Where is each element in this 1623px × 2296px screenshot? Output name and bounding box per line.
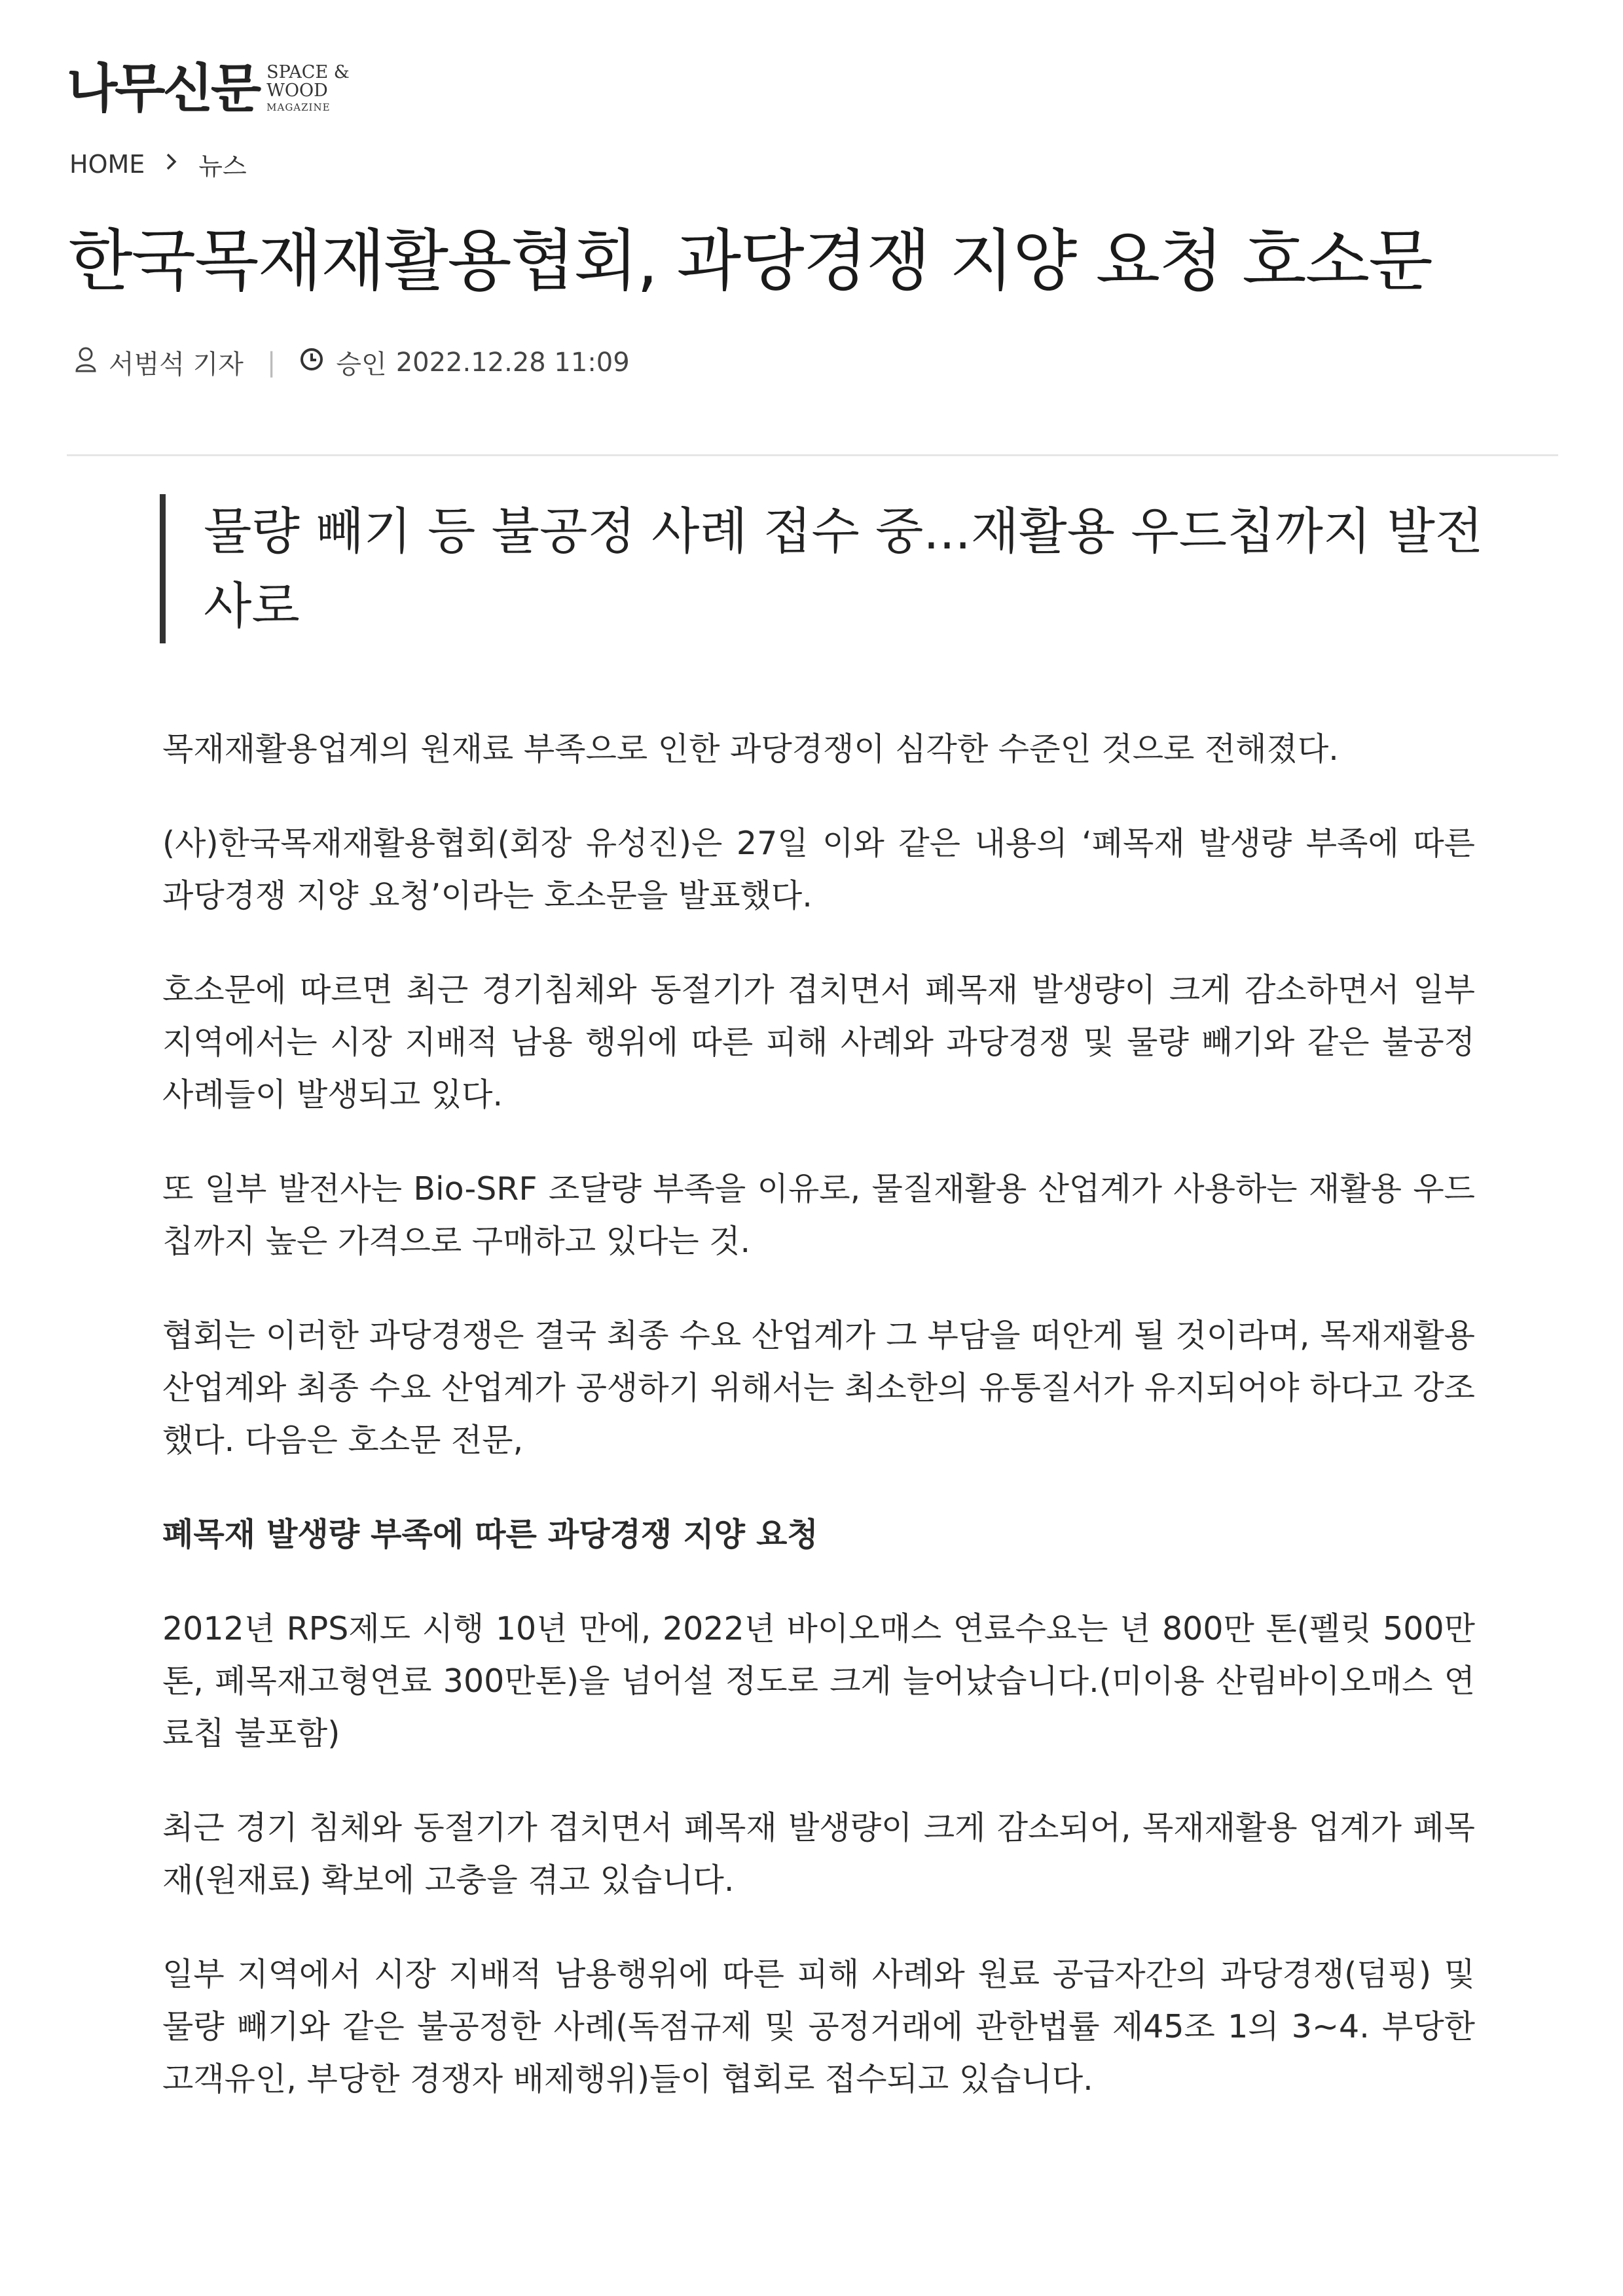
breadcrumb-section-link[interactable]: 뉴스 (198, 152, 247, 181)
article-body (162, 723, 1475, 2147)
logo-main-text: 나무신문 (67, 58, 259, 119)
article-paragraph: 목재재활용업계의 원재료 부족으로 인한 과당경쟁이 심각한 수준인 것으로 전해졌다. (162, 730, 1339, 768)
clock-icon (299, 347, 336, 378)
article-author: 서범석 기자 (109, 350, 244, 380)
logo-sub-text (266, 63, 350, 115)
header-divider (67, 454, 1558, 456)
published-datetime: 2022.12.28 11:09 (395, 347, 630, 378)
article-paragraph: (사)한국목재재활용협회(회장 유성진)은 27일 이와 같은 내용의 ‘폐목재 발생량 부족에 따른 과당경쟁 지양 요청’이라는 호소문을 발표했다. (162, 825, 1475, 914)
article-paragraph: 일부 지역에서 시장 지배적 남용행위에 따른 피해 사례와 원료 공급자간의 과당경쟁(덤핑) 및 물량 빼기와 같은 불공정한 사례(독점규제 및 공정거래에 관한법률 제45조 1의 3~4. 부당한 고객유인, 부당한 경쟁자 배제행위)들이 협회로 접수되고 있습니다. (162, 1956, 1475, 2098)
article-paragraph: 호소문에 따르면 최근 경기침체와 동절기가 겹치면서 폐목재 발생량이 크게 감소하면서 일부 지역에서는 시장 지배적 남용 행위에 따른 피해 사례와 과당경쟁 및 물량 빼기와 같은 불공정 사례들이 발생되고 있다. (162, 971, 1475, 1113)
chevron-right-icon (164, 151, 179, 177)
article-title: 한국목재재활용협회, 과당경쟁 지양 요청 호소문 (68, 223, 1432, 300)
site-logo[interactable] (67, 56, 350, 122)
article-paragraph: 2012년 RPS제도 시행 10년 만에, 2022년 바이오매스 연료수요는 년 800만 톤(펠릿 500만톤, 폐목재고형연료 300만톤)을 넘어설 정도로 크게 늘어났습니다.(미이용 산림바이오매스 연료칩 불포함) (162, 1610, 1475, 1752)
article-subtitle: 물량 빼기 등 불공정 사례 접수 중...재활용 우드칩까지 발전사로 (160, 494, 1513, 643)
appeal-heading: 폐목재 발생량 부족에 따른 과당경쟁 지양 요청 (162, 1516, 818, 1553)
user-icon (75, 346, 109, 379)
published-label: 승인 (336, 350, 387, 380)
logo-sub-line-3: MAGAZINE (266, 101, 331, 113)
article-paragraph: 또 일부 발전사는 Bio-SRF 조달량 부족을 이유로, 물질재활용 산업계가 사용하는 재활용 우드칩까지 높은 가격으로 구매하고 있다는 것. (162, 1170, 1475, 1260)
meta-separator: | (266, 347, 276, 378)
breadcrumb (69, 146, 247, 182)
article-paragraph: 협회는 이러한 과당경쟁은 결국 최종 수요 산업계가 그 부담을 떠안게 될 것이라며, 목재재활용 산업계와 최종 수요 산업계가 공생하기 위해서는 최소한의 유통질서가 유지되어야 하다고 강조했다. 다음은 호소문 전문, (162, 1317, 1475, 1459)
article-meta (75, 344, 630, 381)
logo-sub-line-2: WOOD (266, 81, 328, 101)
article-paragraph: 최근 경기 침체와 동절기가 겹치면서 폐목재 발생량이 크게 감소되어, 목재재활용 업계가 폐목재(원재료) 확보에 고충을 겪고 있습니다. (162, 1809, 1475, 1899)
logo-sub-line-1: SPACE & (266, 62, 350, 82)
breadcrumb-home-link[interactable]: HOME (69, 149, 145, 179)
